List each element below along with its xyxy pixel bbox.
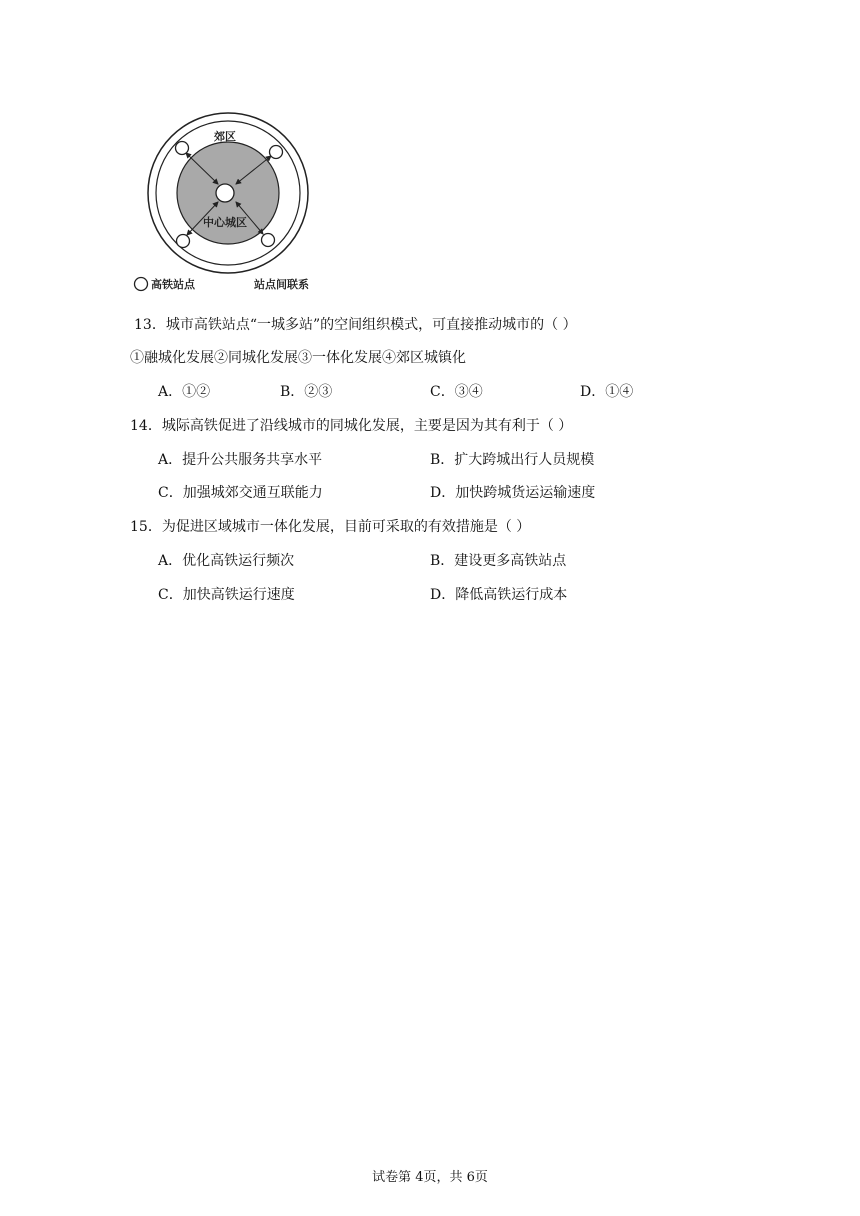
question-13-option-a: A．①② (158, 384, 211, 400)
station-center (216, 184, 234, 202)
station-tl (176, 142, 189, 155)
question-15-option-b: B．建设更多高铁站点 (430, 553, 567, 569)
suburb-label: 郊区 (214, 130, 236, 143)
legend-station-icon (135, 278, 148, 291)
question-14-option-b: B．扩大跨城出行人员规模 (430, 452, 595, 468)
question-13-option-d: D．①④ (580, 384, 634, 400)
legend-link-label: 站点间联系 (254, 278, 309, 291)
question-15-option-c: C．加快高铁运行速度 (158, 587, 295, 603)
question-15-stem: 15．为促进区域城市一体化发展，目前可采取的有效措施是（ ） (130, 519, 531, 535)
center-label: 中心城区 (203, 216, 247, 229)
station-br (262, 234, 275, 247)
question-13-option-c: C．③④ (430, 384, 483, 400)
station-tr (270, 146, 283, 159)
page-footer: 试卷第 4页，共 6页 (372, 1170, 488, 1185)
legend-station-label: 高铁站点 (151, 278, 195, 291)
question-13-option-b: B．②③ (280, 384, 333, 400)
station-bl (177, 235, 190, 248)
question-15-option-a: A．优化高铁运行频次 (158, 553, 295, 569)
question-14-option-c: C．加强城郊交通互联能力 (158, 485, 323, 501)
question-14-stem: 14．城际高铁促进了沿线城市的同城化发展，主要是因为其有利于（ ） (130, 418, 573, 434)
question-14-option-d: D．加快跨城货运运输速度 (430, 485, 596, 501)
question-14-option-a: A．提升公共服务共享水平 (158, 452, 323, 468)
diagram-svg (128, 110, 328, 300)
question-13-stem: 13．城市高铁站点“一城多站”的空间组织模式，可直接推动城市的（ ） (134, 317, 577, 333)
high-speed-rail-diagram (128, 110, 328, 300)
question-15-option-d: D．降低高铁运行成本 (430, 587, 568, 603)
question-13-statements: ①融城化发展②同城化发展③一体化发展④郊区城镇化 (130, 350, 466, 366)
